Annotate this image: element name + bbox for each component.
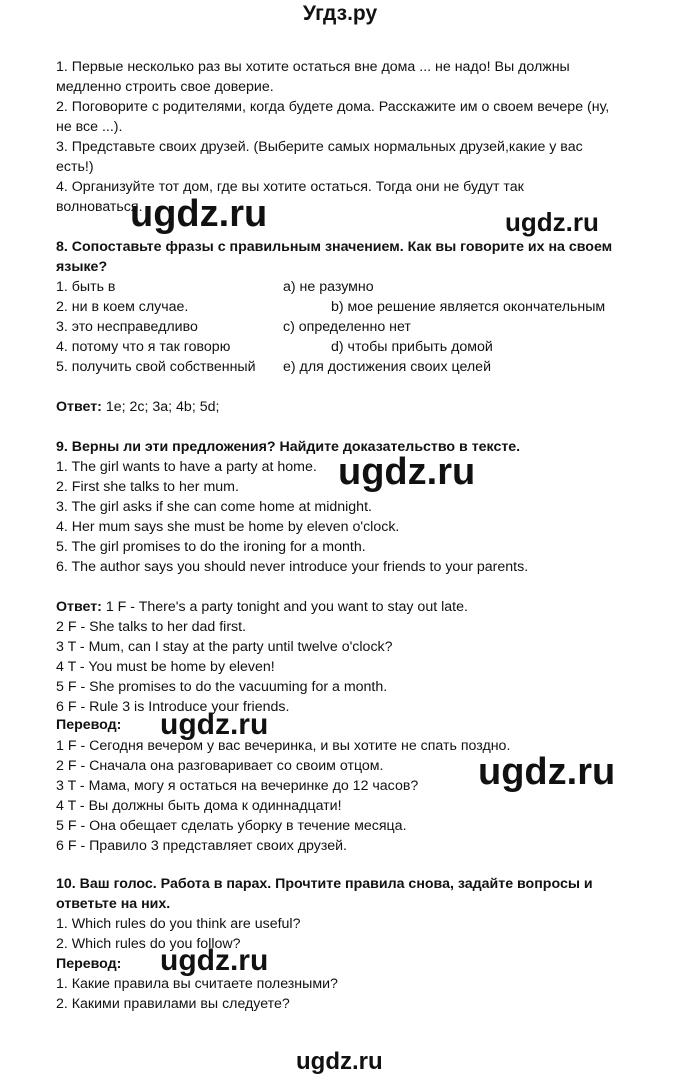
answer-line: 4 T - You must be home by eleven! — [56, 659, 275, 675]
match-right: e) для достижения своих целей — [283, 359, 491, 375]
answer-line: 3 T - Mum, can I stay at the party until twelve o'clock? — [56, 639, 393, 655]
match-left: 1. быть в — [56, 279, 116, 295]
watermark: ugdz.ru — [505, 207, 599, 237]
watermark: ugdz.ru — [160, 708, 269, 741]
translation-line: 2. Какими правилами вы следуете? — [56, 996, 290, 1012]
match-right: c) определенно нет — [283, 319, 411, 335]
task10-heading: 10. Ваш голос. Работа в парах. Прочтите правила снова, задайте вопросы и — [56, 876, 593, 892]
translation-line: 1. Какие правила вы считаете полезными? — [56, 976, 338, 992]
task9-heading: 9. Верны ли эти предложения? Найдите доказательство в тексте. — [56, 439, 521, 455]
translation-label: Перевод: — [56, 717, 122, 733]
rule-line: не все ...). — [56, 119, 123, 135]
answer-line: 5 F - She promises to do the vacuuming for a month. — [56, 679, 388, 695]
rule-line: есть!) — [56, 159, 94, 175]
match-right: b) мое решение является окончательным — [331, 299, 606, 315]
match-left: 4. потому что я так говорю — [56, 339, 231, 355]
translation-line: 5 F - Она обещает сделать уборку в течение месяца. — [56, 818, 407, 834]
answer-line: 2 F - She talks to her dad first. — [56, 619, 247, 635]
answer-line: 1 F - There's a party tonight and you want to stay out late. — [101, 599, 468, 615]
translation-line: 3 T - Мама, могу я остаться на вечеринке до 12 часов? — [56, 778, 419, 794]
watermark: ugdz.ru — [296, 1048, 383, 1075]
statement: 1. The girl wants to have a party at home. — [56, 459, 317, 475]
match-right: d) чтобы прибыть домой — [331, 339, 493, 355]
translation-label: Перевод: — [56, 956, 122, 972]
watermark: ugdz.ru — [338, 451, 476, 493]
match-left: 5. получить свой собственный — [56, 359, 256, 375]
question-line: 1. Which rules do you think are useful? — [56, 916, 301, 932]
rule-line: 2. Поговорите с родителями, когда будете дома. Расскажите им о своем вечере (ну, — [56, 99, 610, 115]
translation-line: 4 T - Вы должны быть дома к одиннадцати! — [56, 798, 342, 814]
rule-line: 4. Организуйте тот дом, где вы хотите остаться. Тогда они не будут так — [56, 179, 524, 195]
task8-heading: 8. Сопоставьте фразы с правильным значением. Как вы говорите их на своем — [56, 239, 613, 255]
task9-answer-first — [56, 598, 468, 616]
match-right: a) не разумно — [283, 279, 374, 295]
watermark: ugdz.ru — [478, 751, 616, 793]
watermark: ugdz.ru — [130, 193, 268, 235]
statement: 3. The girl asks if she can come home at midnight. — [56, 499, 372, 515]
rule-line: медленно строить свое доверие. — [56, 79, 274, 95]
match-left: 2. ни в коем случае. — [56, 299, 189, 315]
answer-text: 1e; 2c; 3a; 4b; 5d; — [101, 399, 220, 415]
site-title: Угдз.ру — [302, 2, 378, 25]
answer-label: Ответ: — [56, 399, 102, 415]
rule-line: 1. Первые несколько раз вы хотите остаться вне дома ... не надо! Вы должны — [56, 59, 570, 75]
translation-line: 1 F - Сегодня вечером у вас вечеринка, и вы хотите не спать поздно. — [56, 738, 511, 754]
match-left: 3. это несправедливо — [56, 319, 198, 335]
statement: 4. Her mum says she must be home by eleven o'clock. — [56, 519, 400, 535]
statement: 2. First she talks to her mum. — [56, 479, 239, 495]
statement: 5. The girl promises to do the ironing for a month. — [56, 539, 366, 555]
translation-line: 2 F - Сначала она разговаривает со своим отцом. — [56, 758, 384, 774]
answer-line: 6 F - Rule 3 is Introduce your friends. — [56, 699, 290, 715]
rule-line: 3. Представьте своих друзей. (Выберите самых нормальных друзей,какие у вас — [56, 139, 583, 155]
task10-heading-cont: ответьте на них. — [56, 896, 171, 912]
rule-line: волноваться. — [56, 199, 143, 215]
statement: 6. The author says you should never introduce your friends to your parents. — [56, 559, 529, 575]
task8-heading-cont: языке? — [56, 259, 108, 275]
watermark: ugdz.ru — [160, 944, 269, 977]
task8-answer — [56, 398, 219, 416]
question-line: 2. Which rules do you follow? — [56, 936, 241, 952]
answer-label: Ответ: — [56, 599, 102, 615]
translation-line: 6 F - Правило 3 представляет своих друзей. — [56, 838, 347, 854]
